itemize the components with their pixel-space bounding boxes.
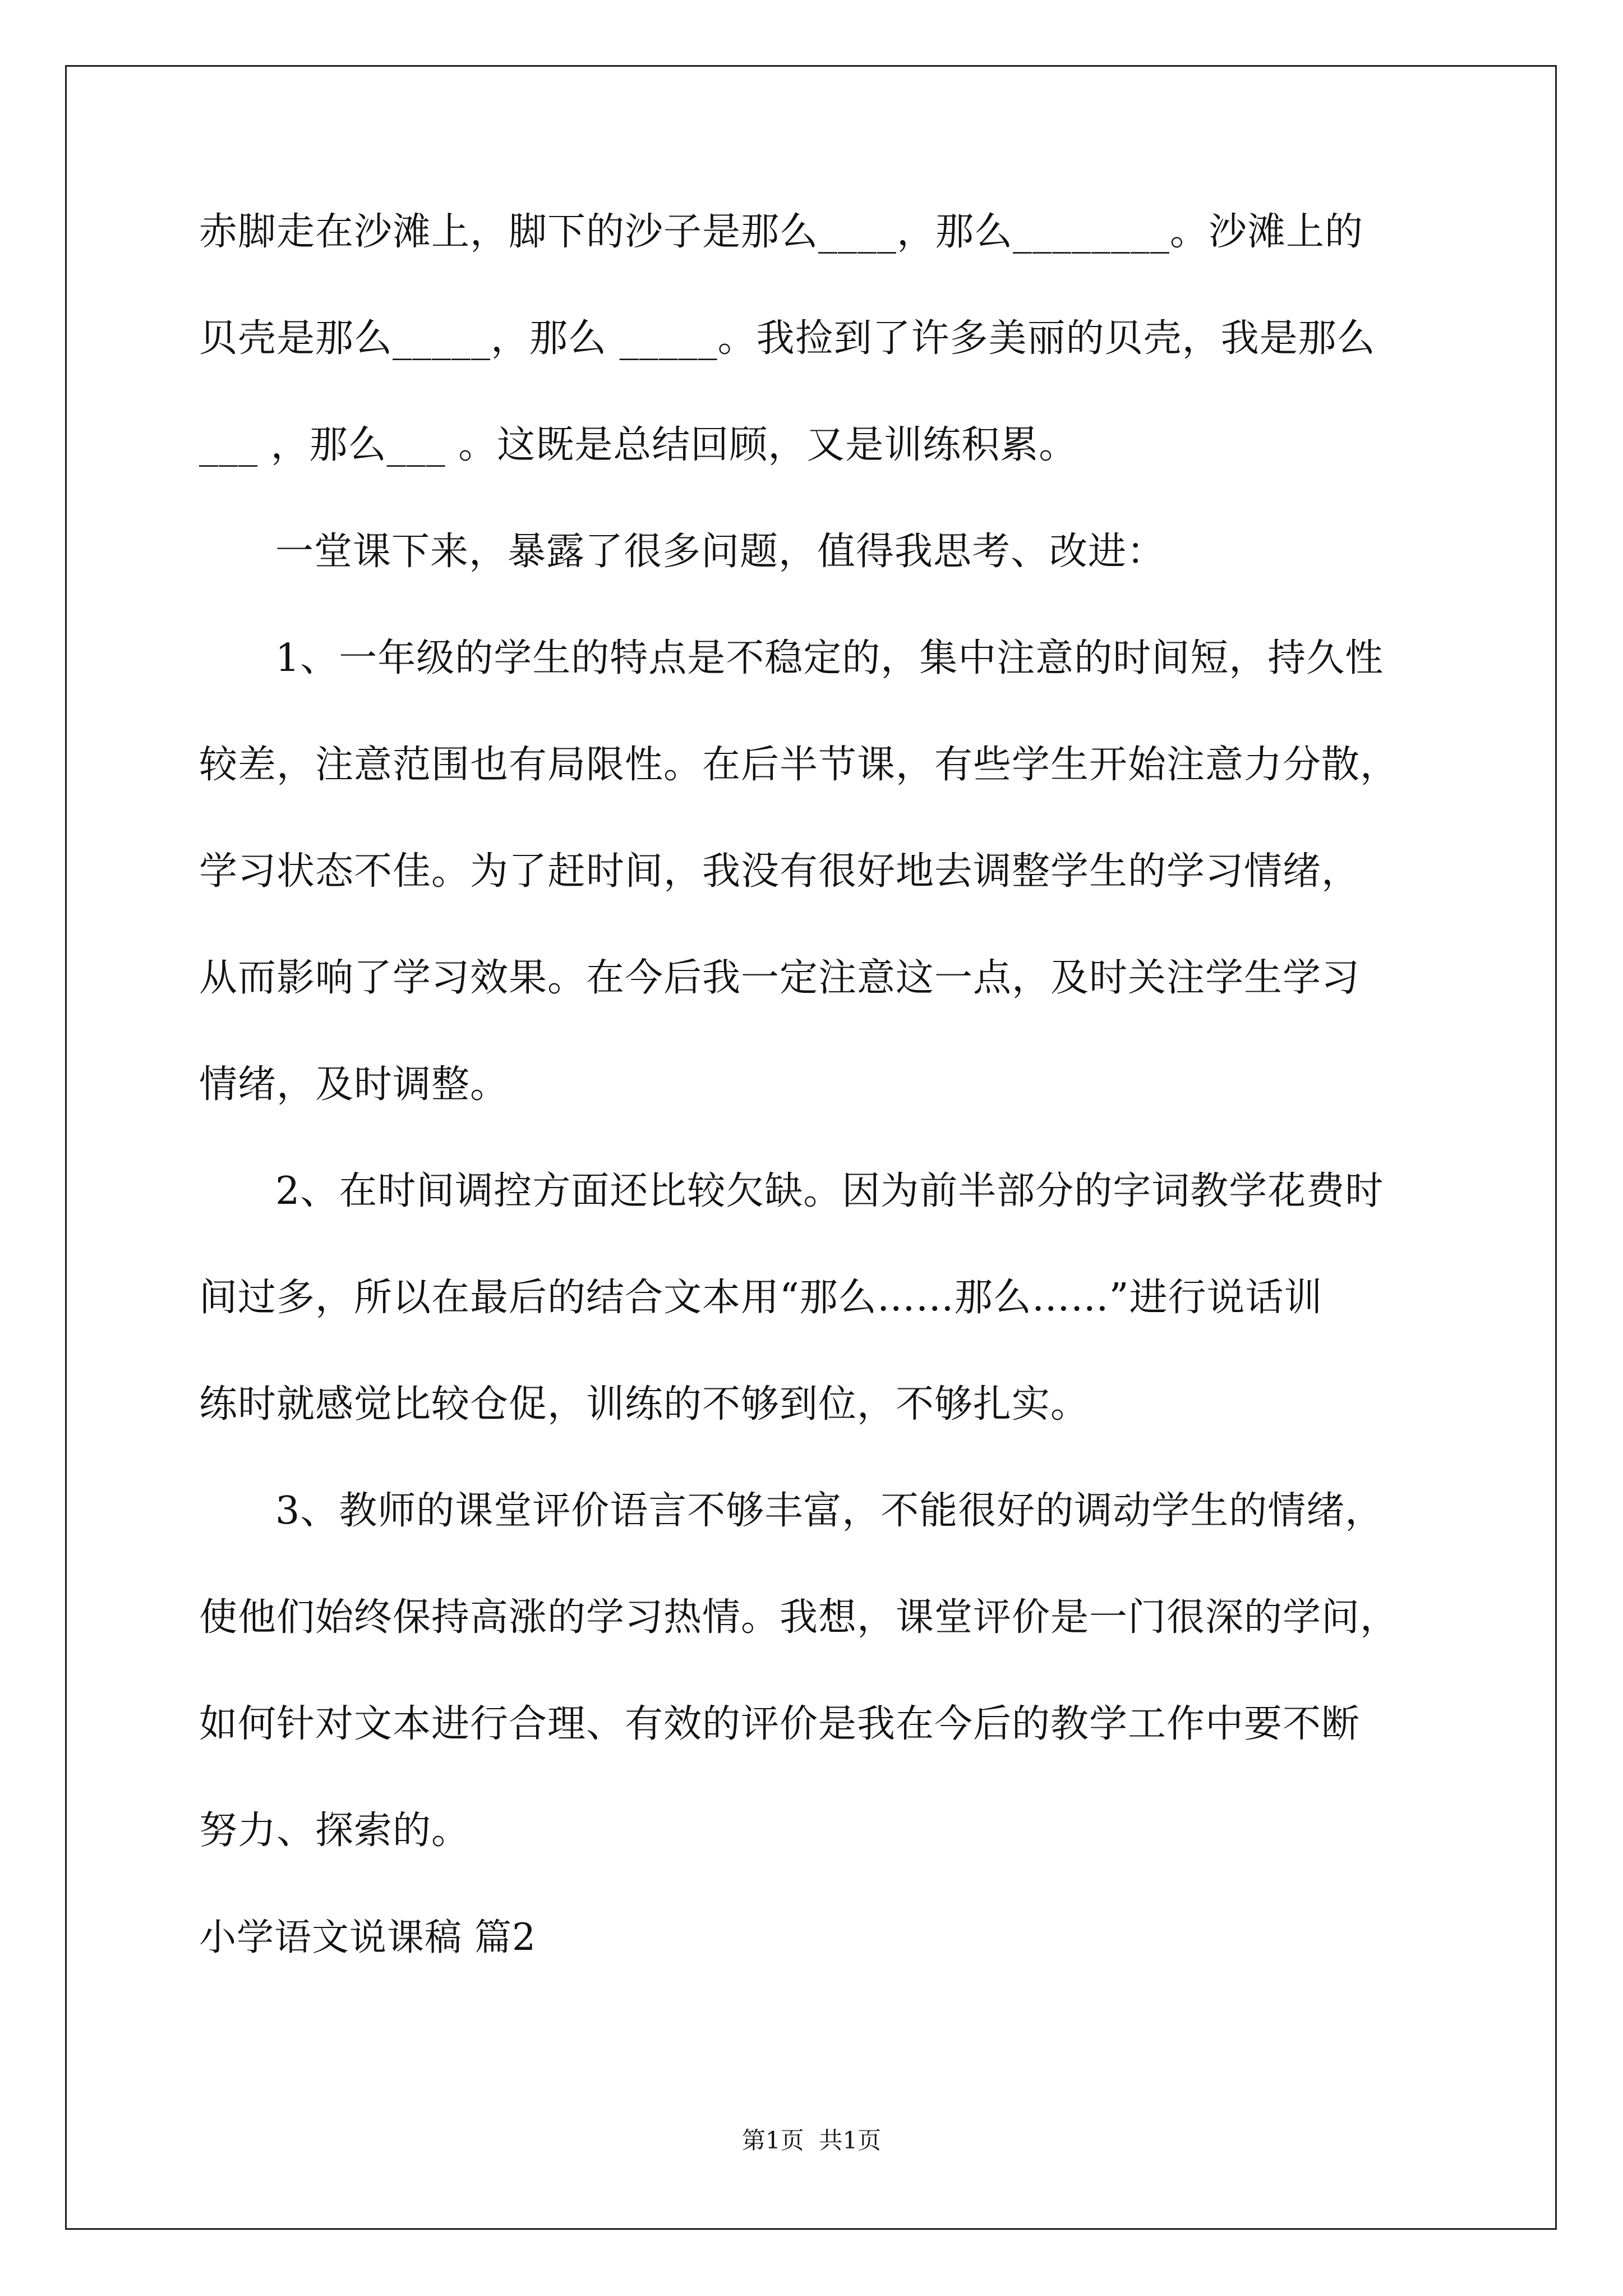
page-footer: 第1页 共1页: [741, 2127, 882, 2154]
paragraph-line: 使他们始终保持高涨的学习热情。我想，课堂评价是一门很深的学问，: [199, 1595, 1399, 1640]
paragraph-line: 2、在时间调控方面还比较欠缺。因为前半部分的字词教学花费时: [275, 1169, 1384, 1213]
paragraph-line: 贝壳是那么_____，那么 _____。我捡到了许多美丽的贝壳，我是那么: [199, 316, 1376, 361]
section-heading: 小学语文说课稿 篇2: [199, 1916, 536, 1959]
paragraph-line: 1、一年级的学生的特点是不稳定的，集中注意的时间短，持久性: [275, 636, 1384, 680]
paragraph-line: 如何针对文本进行合理、有效的评价是我在今后的教学工作中要不断: [199, 1702, 1361, 1746]
paragraph-line: 从而影响了学习效果。在今后我一定注意这一点，及时关注学生学习: [199, 956, 1361, 1000]
page-border: [65, 65, 1557, 2230]
paragraph-line: 一堂课下来，暴露了很多问题，值得我思考、改进：: [275, 530, 1166, 574]
paragraph-line: 较差，注意范围也有局限性。在后半节课，有些学生开始注意力分散，: [199, 743, 1399, 787]
paragraph-line: ___ ，那么___ 。这既是总结回顾，又是训练积累。: [199, 423, 1078, 467]
paragraph-line: 情绪，及时调整。: [199, 1062, 509, 1107]
paragraph-line: 赤脚走在沙滩上，脚下的沙子是那么____，那么________。沙滩上的: [199, 210, 1364, 254]
paragraph-line: 学习状态不佳。为了赶时间，我没有很好地去调整学生的学习情绪，: [199, 849, 1361, 894]
paragraph-line: 间过多，所以在最后的结合文本用“那么……那么……”进行说话训: [199, 1276, 1323, 1320]
paragraph-line: 练时就感觉比较仓促，训练的不够到位，不够扎实。: [199, 1382, 1090, 1427]
paragraph-line: 3、教师的课堂评价语言不够丰富，不能很好的调动学生的情绪，: [275, 1489, 1384, 1533]
paragraph-line: 努力、探索的。: [199, 1809, 471, 1853]
